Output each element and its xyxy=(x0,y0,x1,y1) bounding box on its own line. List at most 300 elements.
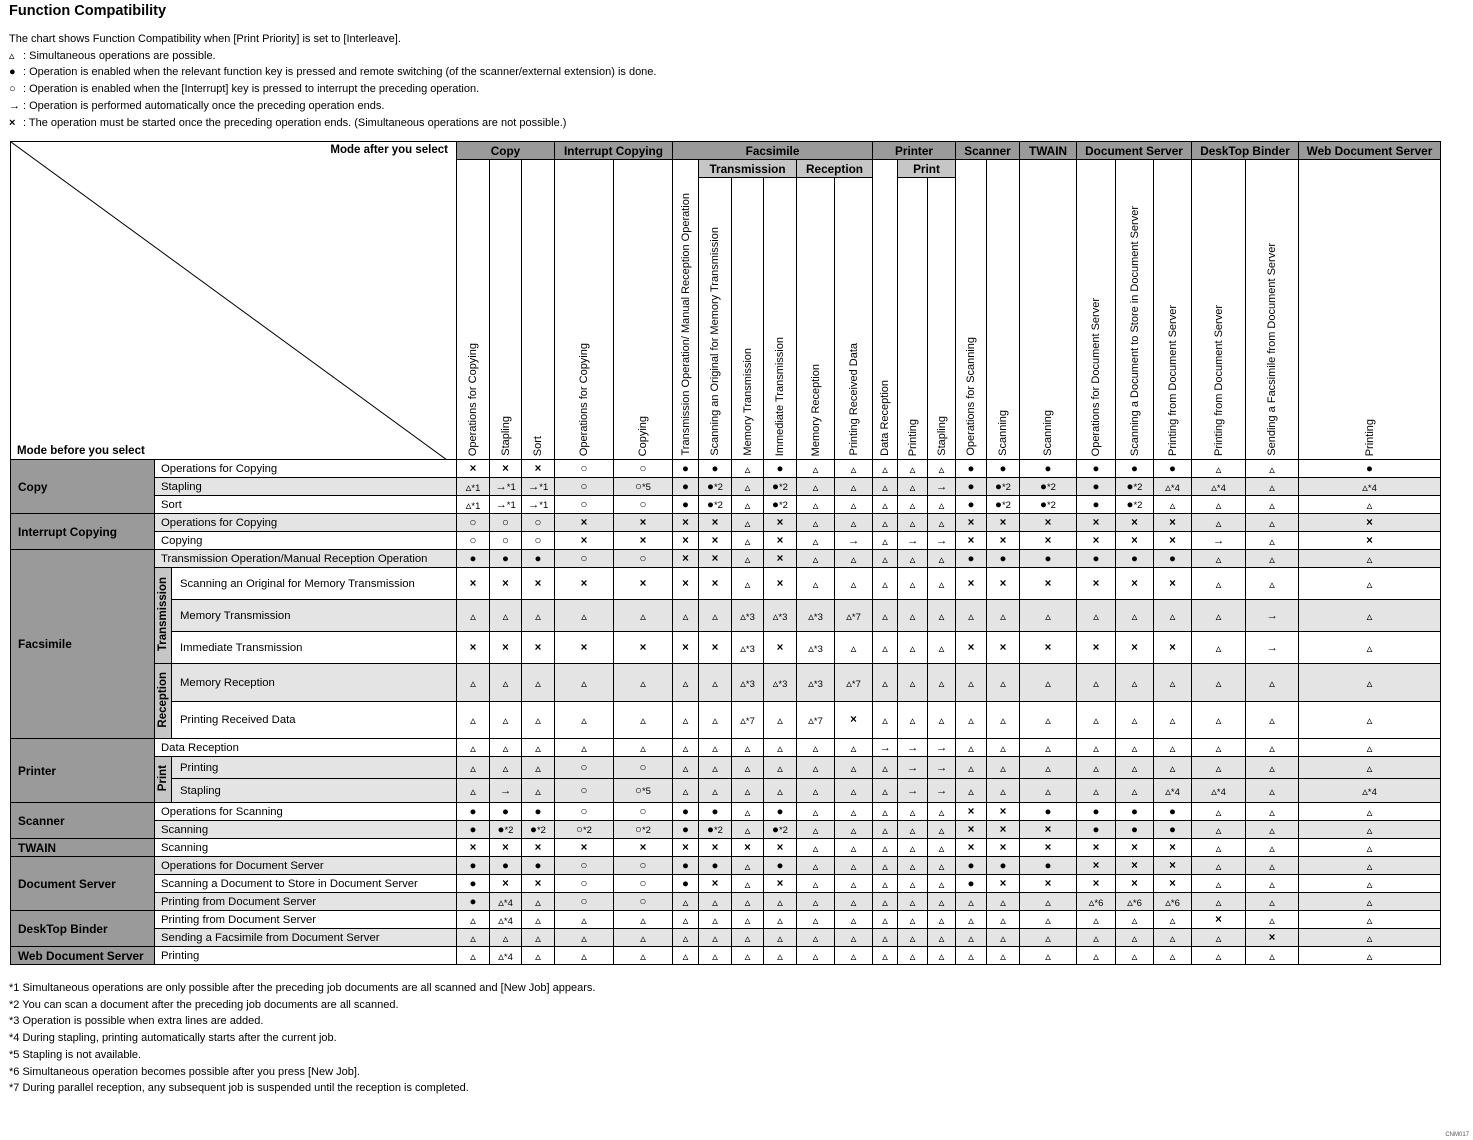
compat-cell: ▵ xyxy=(928,821,956,839)
compat-cell: ▵ xyxy=(764,911,797,929)
compat-cell: ▵ xyxy=(1299,568,1441,600)
compat-cell: ▵ xyxy=(956,779,987,803)
compat-cell: ▵ xyxy=(457,779,490,803)
compat-cell: ▵ xyxy=(732,821,764,839)
column-header xyxy=(490,160,522,460)
compat-cell: ● xyxy=(1020,550,1077,568)
table-row xyxy=(11,632,1441,664)
compat-cell: ▵*6 xyxy=(1077,893,1116,911)
compat-cell: ▵ xyxy=(797,821,835,839)
row-label: Stapling xyxy=(155,478,457,496)
compat-cell: ▵ xyxy=(873,779,898,803)
compat-cell: ▵ xyxy=(928,568,956,600)
column-header-label: Operations for Copying xyxy=(467,342,479,456)
compat-cell: ▵ xyxy=(987,911,1020,929)
compat-cell: ▵ xyxy=(457,929,490,947)
compat-cell: ▵ xyxy=(928,600,956,632)
compat-cell: ● xyxy=(673,857,699,875)
table-row xyxy=(11,496,1441,514)
compat-cell: ● xyxy=(457,875,490,893)
row-group-twain: TWAIN xyxy=(11,839,155,857)
compat-cell: →*1 xyxy=(522,496,555,514)
compat-cell: ▵ xyxy=(1077,929,1116,947)
row-group-desktop: DeskTop Binder xyxy=(11,911,155,947)
compat-cell: ●*2 xyxy=(490,821,522,839)
column-header xyxy=(987,160,1020,460)
compat-cell: ▵ xyxy=(1299,893,1441,911)
compat-cell: ▵ xyxy=(1116,947,1154,965)
compat-cell: ▵ xyxy=(956,929,987,947)
compat-cell: ▵ xyxy=(928,803,956,821)
table-row xyxy=(11,875,1441,893)
compat-cell: ▵ xyxy=(928,839,956,857)
compat-cell: ▵ xyxy=(699,893,732,911)
compat-cell: ▵ xyxy=(898,821,928,839)
compat-cell: ○ xyxy=(614,460,673,478)
compat-cell: ▵ xyxy=(1246,803,1299,821)
compat-cell: ▵ xyxy=(764,947,797,965)
compat-cell: ▵ xyxy=(873,839,898,857)
compat-cell: ▵*4 xyxy=(490,911,522,929)
legend-text: The chart shows Function Compatibility when [Print Priority] is set to [Interleave]. xyxy=(9,33,401,45)
footnote: *5 Stapling is not available. xyxy=(9,1048,142,1061)
compat-cell: ▵ xyxy=(797,568,835,600)
column-header xyxy=(699,178,732,460)
compat-cell: ▵ xyxy=(1192,460,1246,478)
compat-cell: ▵ xyxy=(898,911,928,929)
compat-cell: ▵*7 xyxy=(835,600,873,632)
column-header xyxy=(457,160,490,460)
compat-cell: ▵ xyxy=(1192,893,1246,911)
compat-cell: ▵ xyxy=(1154,496,1192,514)
compat-cell: × xyxy=(699,514,732,532)
legend-symbol: → xyxy=(9,99,20,112)
column-header xyxy=(797,178,835,460)
compat-cell: × xyxy=(614,839,673,857)
compat-cell: × xyxy=(956,568,987,600)
compat-cell: ▵ xyxy=(1192,757,1246,779)
compat-cell: ●*2 xyxy=(764,496,797,514)
compat-cell: ▵*4 xyxy=(1299,779,1441,803)
column-header xyxy=(835,178,873,460)
compat-cell: ● xyxy=(1020,857,1077,875)
compat-cell: ▵ xyxy=(699,757,732,779)
compat-cell: ○ xyxy=(490,514,522,532)
column-header-label: Printing Received Data xyxy=(847,343,860,456)
compat-cell: ▵ xyxy=(1246,702,1299,739)
compat-cell: ▵*1 xyxy=(457,496,490,514)
table-row xyxy=(11,757,1441,779)
compat-cell: ▵ xyxy=(1020,947,1077,965)
compat-cell: ▵ xyxy=(835,460,873,478)
compat-cell: × xyxy=(1020,821,1077,839)
legend-text: : Operation is enabled when the relevant function key is pressed and remote switching (of the scanner/external extension) is done. xyxy=(23,66,657,79)
col-subgroup-transmission: Transmission xyxy=(699,160,797,178)
compat-cell: ● xyxy=(699,460,732,478)
compat-cell: ● xyxy=(956,496,987,514)
compat-cell: × xyxy=(1116,875,1154,893)
column-header-label: Sort xyxy=(532,435,544,456)
compat-cell: → xyxy=(1246,600,1299,632)
compat-cell: ▵ xyxy=(928,911,956,929)
compat-cell: ▵ xyxy=(1192,857,1246,875)
compat-cell: ▵ xyxy=(522,739,555,757)
compat-cell: ▵ xyxy=(1192,702,1246,739)
column-header xyxy=(1192,160,1246,460)
compat-cell: ▵ xyxy=(1020,929,1077,947)
compat-cell: × xyxy=(1116,568,1154,600)
compat-cell: ▵ xyxy=(1192,664,1246,702)
compat-cell: × xyxy=(673,514,699,532)
compat-cell: → xyxy=(928,757,956,779)
compat-cell: × xyxy=(764,550,797,568)
column-header-label: Copying xyxy=(637,415,649,456)
compat-cell: ▵ xyxy=(873,514,898,532)
compat-cell: ▵ xyxy=(673,911,699,929)
compat-cell: × xyxy=(490,839,522,857)
compat-cell: ● xyxy=(1154,550,1192,568)
row-label: Scanning xyxy=(155,839,457,857)
compat-cell: ▵ xyxy=(1077,702,1116,739)
compat-cell: ▵ xyxy=(1154,702,1192,739)
compat-cell: ▵ xyxy=(673,757,699,779)
compat-cell: ▵ xyxy=(898,600,928,632)
column-header xyxy=(1246,160,1299,460)
page-title: Function Compatibility xyxy=(9,3,167,19)
compat-cell: ▵ xyxy=(898,839,928,857)
compat-cell: × xyxy=(614,514,673,532)
compat-cell: → xyxy=(835,532,873,550)
compat-cell: × xyxy=(1077,514,1116,532)
mode-before-label: Mode before you select xyxy=(17,445,145,457)
footnote: *2 You can scan a document after the preceding job documents are all scanned. xyxy=(9,998,399,1011)
compat-cell: ▵ xyxy=(732,478,764,496)
compat-cell: ▵ xyxy=(873,757,898,779)
compat-cell: ▵ xyxy=(1077,779,1116,803)
compat-cell: ▵ xyxy=(956,664,987,702)
table-corner xyxy=(11,142,457,460)
compat-cell: ▵ xyxy=(928,496,956,514)
compat-cell: ▵*3 xyxy=(797,600,835,632)
table-row xyxy=(11,803,1441,821)
compat-cell: ▵ xyxy=(555,664,614,702)
compat-cell: × xyxy=(987,803,1020,821)
compat-cell: ▵ xyxy=(522,947,555,965)
compat-cell: ▵ xyxy=(898,947,928,965)
compat-cell: ● xyxy=(1299,460,1441,478)
compat-cell: → xyxy=(898,757,928,779)
compat-cell: × xyxy=(732,839,764,857)
compat-cell: × xyxy=(1077,875,1116,893)
compat-cell: ▵*3 xyxy=(797,664,835,702)
table-row xyxy=(11,600,1441,632)
col-group-twain: TWAIN xyxy=(1020,142,1077,160)
compat-cell: ▵ xyxy=(835,929,873,947)
compat-cell: → xyxy=(898,779,928,803)
compat-cell: × xyxy=(1020,632,1077,664)
footnote: *3 Operation is possible when extra lines are added. xyxy=(9,1015,264,1028)
compat-cell: ● xyxy=(1077,803,1116,821)
row-subgroup-print xyxy=(155,757,172,803)
compat-cell: ▵ xyxy=(614,929,673,947)
compat-cell: ▵ xyxy=(797,893,835,911)
compat-cell: ▵ xyxy=(699,929,732,947)
compat-cell: ▵ xyxy=(732,460,764,478)
compat-cell: ▵ xyxy=(1116,664,1154,702)
table-row xyxy=(11,779,1441,803)
compat-cell: × xyxy=(1077,532,1116,550)
compat-cell: ● xyxy=(699,803,732,821)
compat-cell: ▵*3 xyxy=(797,632,835,664)
compat-cell: ▵ xyxy=(898,929,928,947)
compat-cell: ▵ xyxy=(1192,947,1246,965)
compat-cell: × xyxy=(522,632,555,664)
table-row xyxy=(11,460,1441,478)
compat-cell: × xyxy=(1116,532,1154,550)
compat-cell: ● xyxy=(1116,803,1154,821)
compat-cell: ▵ xyxy=(699,702,732,739)
column-header xyxy=(898,178,928,460)
compat-cell: ▵ xyxy=(732,803,764,821)
compat-cell: ▵ xyxy=(1154,947,1192,965)
footnote: *4 During stapling, printing automatically starts after the current job. xyxy=(9,1032,337,1045)
compat-cell: ▵*1 xyxy=(457,478,490,496)
row-subgroup-transmission xyxy=(155,568,172,664)
col-group-copy: Copy xyxy=(457,142,555,160)
compat-cell: → xyxy=(898,532,928,550)
compat-cell: ▵ xyxy=(732,568,764,600)
row-group-fax: Facsimile xyxy=(11,550,155,739)
compat-cell: × xyxy=(673,568,699,600)
table-row xyxy=(11,478,1441,496)
column-header-label: Data Reception xyxy=(879,380,891,456)
compat-cell: ▵ xyxy=(835,839,873,857)
compat-cell: × xyxy=(987,839,1020,857)
compat-cell: ▵ xyxy=(764,702,797,739)
compat-cell: ▵ xyxy=(732,496,764,514)
compat-cell: ● xyxy=(457,550,490,568)
compat-cell: ▵ xyxy=(1192,568,1246,600)
compat-cell: ▵ xyxy=(928,929,956,947)
compat-cell: ▵ xyxy=(764,929,797,947)
compat-cell: ▵ xyxy=(699,739,732,757)
compat-cell: × xyxy=(699,875,732,893)
compat-cell: ○ xyxy=(555,757,614,779)
compat-cell: × xyxy=(614,532,673,550)
compat-cell: ● xyxy=(956,875,987,893)
compat-cell: ▵ xyxy=(1192,821,1246,839)
row-label: Operations for Copying xyxy=(155,460,457,478)
compat-cell: ● xyxy=(522,550,555,568)
compat-cell: ▵ xyxy=(490,600,522,632)
compat-cell: ▵ xyxy=(987,779,1020,803)
compat-cell: ▵ xyxy=(1192,739,1246,757)
compat-cell: ▵ xyxy=(835,803,873,821)
compat-cell: ▵ xyxy=(1116,757,1154,779)
compat-cell: ▵ xyxy=(835,821,873,839)
row-label: Memory Reception xyxy=(172,664,457,702)
compat-cell: ▵ xyxy=(987,947,1020,965)
compat-cell: × xyxy=(457,460,490,478)
col-group-webdoc: Web Document Server xyxy=(1299,142,1441,160)
compat-cell: ▵ xyxy=(522,911,555,929)
compat-cell: ▵ xyxy=(873,664,898,702)
compat-cell: × xyxy=(673,532,699,550)
row-group-webdoc: Web Document Server xyxy=(11,947,155,965)
compat-cell: × xyxy=(987,514,1020,532)
row-label: Scanning an Original for Memory Transmission xyxy=(172,568,457,600)
compat-cell: ○ xyxy=(614,803,673,821)
compat-cell: ● xyxy=(1154,821,1192,839)
compat-cell: ▵ xyxy=(873,821,898,839)
compat-cell: ▵ xyxy=(835,478,873,496)
compat-cell: × xyxy=(1154,839,1192,857)
compat-cell: ▵ xyxy=(1116,779,1154,803)
compat-cell: ▵ xyxy=(1020,702,1077,739)
compat-cell: ● xyxy=(1020,803,1077,821)
compat-cell: ● xyxy=(1077,821,1116,839)
compat-cell: ▵ xyxy=(873,875,898,893)
compat-cell: × xyxy=(522,839,555,857)
compat-cell: ▵ xyxy=(987,757,1020,779)
column-header-label: Operations for Document Server xyxy=(1090,297,1102,456)
compat-cell: × xyxy=(699,550,732,568)
compat-cell: × xyxy=(956,632,987,664)
compat-cell: × xyxy=(673,632,699,664)
compat-cell: × xyxy=(764,632,797,664)
column-header xyxy=(956,160,987,460)
compat-cell: ▵ xyxy=(1077,947,1116,965)
compat-cell: ● xyxy=(1116,821,1154,839)
compat-cell: ▵ xyxy=(835,632,873,664)
footnotes xyxy=(9,980,595,1097)
compat-cell: ▵ xyxy=(873,460,898,478)
compat-cell: ▵ xyxy=(732,779,764,803)
compat-cell: ▵ xyxy=(1246,739,1299,757)
compat-cell: × xyxy=(764,514,797,532)
row-subgroup-label: Print xyxy=(157,764,169,792)
compat-cell: ▵ xyxy=(1192,550,1246,568)
compat-cell: ▵ xyxy=(555,702,614,739)
compat-cell: ● xyxy=(956,478,987,496)
compat-cell: ▵ xyxy=(835,893,873,911)
compat-cell: ▵*3 xyxy=(764,664,797,702)
compat-cell: × xyxy=(673,550,699,568)
compat-cell: × xyxy=(1020,568,1077,600)
compat-cell: × xyxy=(490,632,522,664)
row-subgroup-reception xyxy=(155,664,172,739)
compat-cell: × xyxy=(1116,632,1154,664)
compat-cell: ▵ xyxy=(835,779,873,803)
compat-cell: × xyxy=(673,839,699,857)
compat-cell: ● xyxy=(956,460,987,478)
compat-cell: ▵ xyxy=(1020,911,1077,929)
compat-cell: ▵ xyxy=(873,568,898,600)
compat-cell: ● xyxy=(673,478,699,496)
row-label: Transmission Operation/Manual Reception Operation xyxy=(155,550,457,568)
col-subgroup-reception: Reception xyxy=(797,160,873,178)
compat-cell: ▵ xyxy=(1154,911,1192,929)
compat-cell: ▵ xyxy=(898,496,928,514)
compat-cell: ▵ xyxy=(1116,739,1154,757)
compat-cell: ○ xyxy=(555,857,614,875)
compat-cell: ●*2 xyxy=(1116,496,1154,514)
compat-cell: ▵ xyxy=(898,702,928,739)
compat-cell: ○*2 xyxy=(614,821,673,839)
compat-cell: ▵ xyxy=(898,875,928,893)
compat-cell: ▵ xyxy=(835,875,873,893)
row-label: Sending a Facsimile from Document Server xyxy=(155,929,457,947)
column-header-label: Operations for Scanning xyxy=(965,337,977,456)
compat-cell: ▵*7 xyxy=(797,702,835,739)
row-group-copy: Copy xyxy=(11,460,155,514)
compat-cell: ▵ xyxy=(797,550,835,568)
compat-cell: × xyxy=(457,839,490,857)
compat-cell: ▵ xyxy=(1299,803,1441,821)
compat-cell: ● xyxy=(490,857,522,875)
compat-cell: × xyxy=(956,839,987,857)
compat-cell: ▵ xyxy=(1246,911,1299,929)
col-group-printer: Printer xyxy=(873,142,956,160)
compat-cell: ▵ xyxy=(1192,875,1246,893)
compat-cell: ▵ xyxy=(873,550,898,568)
compat-cell: ● xyxy=(987,460,1020,478)
compat-cell: → xyxy=(898,739,928,757)
compat-cell: ▵ xyxy=(732,929,764,947)
compat-cell: ● xyxy=(987,857,1020,875)
compat-cell: ● xyxy=(764,857,797,875)
compat-cell: ●*2 xyxy=(1020,496,1077,514)
legend-line xyxy=(9,81,656,98)
compat-cell: ▵ xyxy=(522,893,555,911)
compat-cell: ▵ xyxy=(1020,757,1077,779)
compat-cell: ▵ xyxy=(490,664,522,702)
compat-cell: ▵ xyxy=(1192,839,1246,857)
compat-cell: ▵ xyxy=(797,739,835,757)
compat-cell: × xyxy=(457,568,490,600)
compat-cell: ● xyxy=(457,821,490,839)
compat-cell: ▵ xyxy=(1299,839,1441,857)
compat-cell: × xyxy=(490,460,522,478)
compat-cell: ▵ xyxy=(797,857,835,875)
compat-cell: ▵ xyxy=(797,839,835,857)
compat-cell: ● xyxy=(673,803,699,821)
compat-cell: ▵ xyxy=(928,893,956,911)
compat-cell: ▵ xyxy=(699,947,732,965)
compat-cell: ○ xyxy=(555,460,614,478)
compat-cell: ▵ xyxy=(1020,739,1077,757)
row-group-interrupt: Interrupt Copying xyxy=(11,514,155,550)
compat-cell: ● xyxy=(490,803,522,821)
compat-cell: ▵ xyxy=(522,757,555,779)
compat-cell: ▵ xyxy=(797,803,835,821)
compat-cell: ● xyxy=(956,550,987,568)
compat-cell: ▵*3 xyxy=(732,664,764,702)
compat-cell: × xyxy=(956,821,987,839)
table-row xyxy=(11,839,1441,857)
column-header-label: Scanning xyxy=(1042,410,1054,456)
compat-cell: ▵ xyxy=(1246,893,1299,911)
compat-cell: ▵ xyxy=(673,664,699,702)
compat-cell: ▵ xyxy=(835,739,873,757)
compat-cell: → xyxy=(928,779,956,803)
compat-cell: ▵ xyxy=(1192,514,1246,532)
column-header xyxy=(928,178,956,460)
compat-cell: ○ xyxy=(614,857,673,875)
compatibility-table xyxy=(10,141,1441,965)
compat-cell: ▵ xyxy=(928,702,956,739)
compat-cell: ● xyxy=(673,460,699,478)
